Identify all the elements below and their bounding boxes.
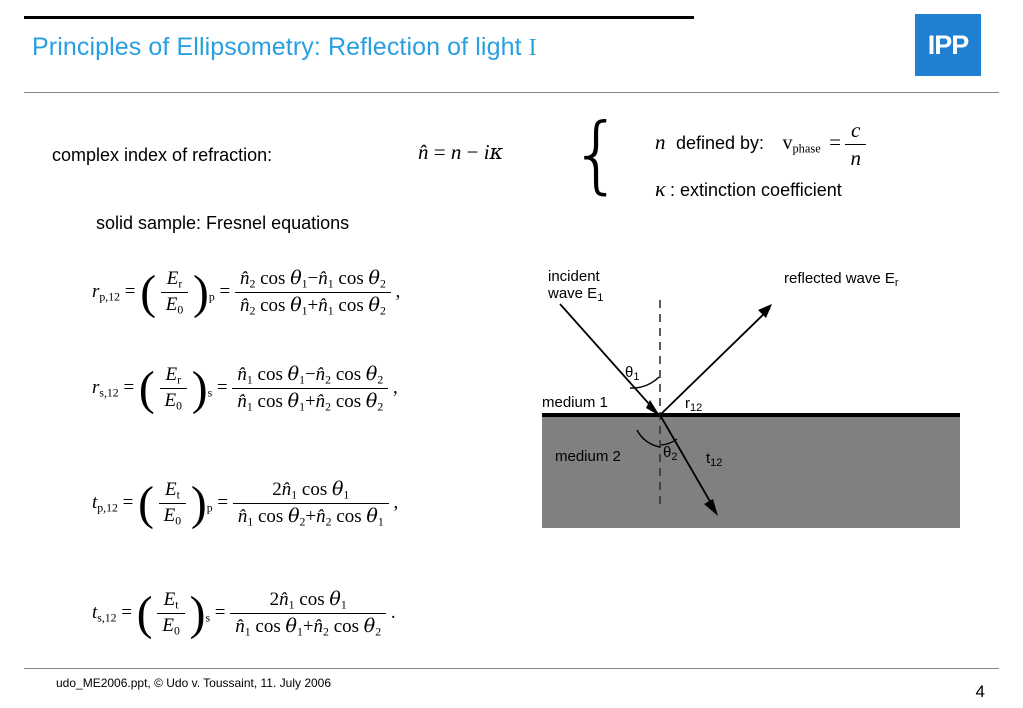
eq2-num-n1: n̂ xyxy=(281,479,292,500)
eq2-den-theta1-sub: 2 xyxy=(299,515,306,529)
eq3-num-theta1: θ xyxy=(329,588,341,610)
label-complex-index: complex index of refraction: xyxy=(52,145,273,165)
eq1-terminator: , xyxy=(392,377,398,399)
eq1-num-theta2: θ xyxy=(365,363,378,385)
eq1-ratio-den-sub: 0 xyxy=(176,399,182,413)
eq1-den-n2: n̂ xyxy=(315,391,326,413)
eq2-den-theta2-sub: 1 xyxy=(377,515,384,529)
incident-wave-label xyxy=(548,268,603,304)
eq3-den-n2: n̂ xyxy=(313,616,324,638)
theta2-label xyxy=(663,444,677,463)
eq2-den-op: + xyxy=(305,506,317,528)
page-title-main: Principles of Ellipsometry: Reflection of light xyxy=(32,33,529,61)
v-phase-equals: = xyxy=(829,130,841,155)
v-symbol: v xyxy=(782,132,793,155)
eq0-ratio-num: E xyxy=(166,268,179,289)
formula-i: i xyxy=(483,140,490,164)
eq0-lhs: r xyxy=(92,281,100,303)
ipp-logo-label: IPP xyxy=(927,29,969,60)
medium2-block xyxy=(542,416,960,528)
eq1-den-theta1: θ xyxy=(287,390,300,413)
theta1-symbol: θ xyxy=(625,364,634,381)
eq2-den-theta1: θ xyxy=(288,505,300,528)
formula-minus: − xyxy=(466,140,479,164)
eq2-ratio-num: E xyxy=(164,479,177,500)
eq3-den-n2-sub: 2 xyxy=(323,625,329,639)
eq0-ratio-num-sub: r xyxy=(178,277,183,291)
eq3-lhs: t xyxy=(92,602,98,624)
eq1-num-n2-sub: 2 xyxy=(325,373,332,387)
c-numerator: c xyxy=(845,118,866,145)
eq2-den-n2-sub: 2 xyxy=(325,515,332,529)
eq2-num-n1-sub: 1 xyxy=(291,488,298,502)
eq2-terminator: , xyxy=(393,492,399,514)
eq1-den-theta2: θ xyxy=(365,390,378,413)
eq2-num-theta1: θ xyxy=(331,478,344,500)
eq0-den-n1: n̂ xyxy=(239,295,250,317)
eq2-den-n1: n̂ xyxy=(237,506,248,528)
eq1-num-n2: n̂ xyxy=(315,364,326,385)
eq2-ratio-den-sub: 0 xyxy=(175,514,182,528)
eq3-ratio-num: E xyxy=(163,589,176,610)
eq3-den-n1: n̂ xyxy=(235,616,245,638)
equation-r-s-12: $r_{s,12}$ = ( $\frac{E_r}{E_0}$ )$_s$ = $\frac{n̂_1 \cos \theta_1-n̂_2 \cos \theta_2}{n̂_1 \cos \theta_1+n̂_2 \cos \theta_2}$ , xyxy=(92,362,398,415)
eq3-ratio-den-sub: 0 xyxy=(173,624,180,638)
eq2-den-theta2: θ xyxy=(366,505,378,528)
eq1-num-theta1-sub: 1 xyxy=(299,373,305,387)
eq2-lhs-sub: p,12 xyxy=(97,501,118,515)
eq0-num-theta2-sub: 2 xyxy=(379,277,386,291)
eq0-num-n2-sub: 1 xyxy=(327,277,334,291)
reflection-diagram xyxy=(520,258,990,548)
eq3-num-n1: n̂ xyxy=(279,589,289,610)
t12-sub: 12 xyxy=(710,457,723,470)
theta2-sub: 2 xyxy=(671,451,678,464)
eq1-den-n2-sub: 2 xyxy=(325,400,332,414)
eq0-paren-sub: p xyxy=(208,290,215,304)
eq0-num-theta1-sub: 1 xyxy=(301,277,308,291)
ipp-logo xyxy=(915,14,981,76)
formula-equals: = xyxy=(433,140,446,164)
incident-wave-line1: incident xyxy=(548,268,600,285)
page-number: 4 xyxy=(975,682,985,701)
eq0-num-n1-sub: 2 xyxy=(249,277,256,291)
eq1-num-op: − xyxy=(304,364,316,385)
r12-symbol: r xyxy=(685,395,690,412)
eq1-den-n1-sub: 1 xyxy=(246,400,253,414)
eq2-ratio-den: E xyxy=(163,505,176,527)
definition-n-text: defined by: xyxy=(675,133,765,154)
eq0-num-n1: n̂ xyxy=(239,268,250,289)
kappa-definition-text: : extinction coefficient xyxy=(670,180,842,200)
eq3-den-theta1: θ xyxy=(285,615,297,638)
eq0-num-op: − xyxy=(307,268,319,289)
eq0-num-n2: n̂ xyxy=(318,268,328,289)
definition-n-symbol: n xyxy=(655,130,666,155)
eq0-terminator: , xyxy=(395,281,401,303)
eq3-den-op: + xyxy=(302,616,314,638)
reflected-wave-label xyxy=(784,270,899,289)
eq1-lhs-sub: s,12 xyxy=(99,386,119,400)
eq2-den-n2: n̂ xyxy=(316,506,326,528)
reflected-wave-sub: r xyxy=(894,277,899,290)
equation-r-p-12: $r_{p,12}$ = ( $\frac{E_r}{E_0}$ )$_p$ = $\frac{n̂_2 \cos \theta_1-n̂_1 \cos \theta_2}{n̂_2 \cos \theta_1+n̂_1 \cos \theta_2}$ , xyxy=(92,266,401,319)
eq1-num-n1: n̂ xyxy=(237,364,247,385)
eq3-num-n1-sub: 1 xyxy=(288,598,295,612)
medium1-label: medium 1 xyxy=(542,394,608,411)
theta2-symbol: θ xyxy=(663,444,672,461)
eq0-num-theta1: θ xyxy=(290,267,302,289)
eq3-terminator: . xyxy=(390,602,396,624)
footer-rule xyxy=(24,668,999,669)
eq1-ratio-num-sub: r xyxy=(177,373,182,387)
formula-nhat: n̂ xyxy=(418,140,429,164)
eq3-num-prefix: 2 xyxy=(269,589,280,610)
eq0-den-op: + xyxy=(307,295,319,317)
eq0-den-theta1: θ xyxy=(290,294,302,317)
v-subscript: phase xyxy=(792,141,821,156)
r12-sub: 12 xyxy=(690,402,703,415)
eq3-num-theta1-sub: 1 xyxy=(340,598,347,612)
page-title-roman: I xyxy=(528,35,537,61)
eq3-lhs-sub: s,12 xyxy=(97,611,117,625)
eq0-ratio-den-sub: 0 xyxy=(177,303,184,317)
definition-n-line xyxy=(655,118,866,171)
label-solid-sample: solid sample: Fresnel equations xyxy=(96,213,350,233)
eq1-num-theta1: θ xyxy=(287,363,300,385)
reflected-arrowhead xyxy=(758,304,772,318)
title-rule-top xyxy=(24,16,694,19)
eq2-paren-sub: p xyxy=(206,501,213,515)
incident-wave-sub: 1 xyxy=(597,292,604,305)
eq2-num-theta1-sub: 1 xyxy=(343,488,350,502)
eq0-num-theta2: θ xyxy=(368,267,380,289)
title-rule-bottom xyxy=(24,92,999,93)
eq1-den-theta1-sub: 1 xyxy=(299,400,305,414)
medium2-label: medium 2 xyxy=(555,448,621,465)
formula-n: n xyxy=(450,140,462,164)
kappa-symbol: κ xyxy=(655,176,666,201)
eq0-den-n2: n̂ xyxy=(318,295,328,317)
incident-wave-text: wave E xyxy=(548,285,598,302)
eq2-num-prefix: 2 xyxy=(272,479,282,500)
eq1-ratio-num: E xyxy=(165,364,178,385)
r12-label xyxy=(685,395,702,414)
eq1-den-n1: n̂ xyxy=(237,391,247,413)
eq3-den-theta1-sub: 1 xyxy=(296,625,303,639)
eq1-paren-sub: s xyxy=(207,386,213,400)
reflected-ray xyxy=(660,308,770,415)
eq3-paren-sub: s xyxy=(205,611,211,625)
eq2-lhs: t xyxy=(92,492,98,514)
eq3-ratio-num-sub: t xyxy=(175,598,179,612)
footer-credit: udo_ME2006.ppt, © Udo v. Toussaint, 11. July 2006 xyxy=(56,676,332,690)
eq2-den-n1-sub: 1 xyxy=(247,515,254,529)
eq1-ratio-den: E xyxy=(164,390,177,412)
equation-t-p-12: $t_{p,12}$ = ( $\frac{E_t}{E_0}$ )$_p$ = $\frac{2n̂_1 \cos \theta_1}{n̂_1 \cos \theta_2+n̂_2 \cos \theta_1}$ , xyxy=(92,477,399,530)
formula-complex-index xyxy=(418,140,503,165)
eq1-num-n1-sub: 1 xyxy=(246,373,253,387)
page-title xyxy=(32,33,537,62)
eq0-den-theta2-sub: 2 xyxy=(379,304,386,318)
t12-label xyxy=(706,450,722,469)
incident-wave-line2 xyxy=(548,285,603,304)
eq0-den-theta2: θ xyxy=(368,294,380,317)
eq0-lhs-sub: p,12 xyxy=(99,290,120,304)
t12-symbol: t xyxy=(706,450,711,467)
n-denominator: n xyxy=(850,145,861,170)
eq3-den-n1-sub: 1 xyxy=(244,625,251,639)
eq1-lhs: r xyxy=(92,377,100,399)
eq3-den-theta2-sub: 2 xyxy=(375,625,382,639)
curly-brace-icon: { xyxy=(570,105,624,203)
eq0-ratio-den: E xyxy=(165,294,178,316)
reflected-wave-text: reflected wave E xyxy=(784,270,895,287)
definition-kappa-line xyxy=(655,176,842,202)
theta1-sub: 1 xyxy=(633,371,640,384)
eq1-den-theta2-sub: 2 xyxy=(377,400,384,414)
eq0-den-n1-sub: 2 xyxy=(249,304,256,318)
eq0-den-theta1-sub: 1 xyxy=(301,304,308,318)
eq1-den-op: + xyxy=(304,391,316,413)
theta1-label xyxy=(625,364,639,383)
eq3-ratio-den: E xyxy=(162,615,174,637)
v-phase-symbol xyxy=(782,132,820,154)
formula-kappa: κ xyxy=(489,140,504,164)
equation-t-s-12: $t_{s,12}$ = ( $\frac{E_t}{E_0}$ )$_s$ = $\frac{2n̂_1 \cos \theta_1}{n̂_1 \cos \theta_1+n̂_2 \cos \theta_2}$ . xyxy=(92,587,396,640)
eq2-ratio-num-sub: t xyxy=(176,488,180,502)
eq0-den-n2-sub: 1 xyxy=(327,304,334,318)
eq1-num-theta2-sub: 2 xyxy=(377,373,384,387)
eq3-den-theta2: θ xyxy=(363,615,376,638)
c-over-n-fraction xyxy=(845,118,866,170)
